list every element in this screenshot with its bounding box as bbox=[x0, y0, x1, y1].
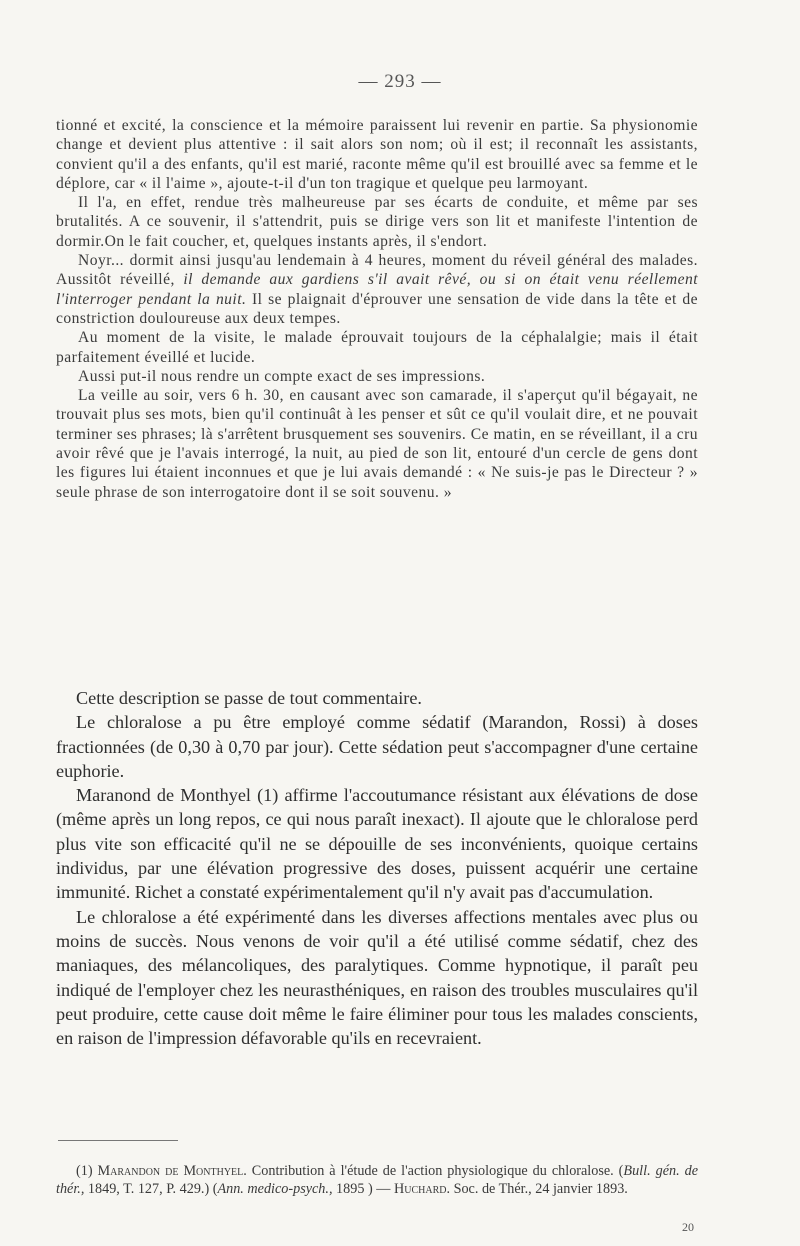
quote-paragraph-2: Il l'a, en effet, rendue très malheureuse par ses écarts de conduite, et même par ses brutalités. A ce souvenir, il s'attendrit, puis se dirige vers son lit et manifeste l'intention de dormir.On le fait coucher, et, quelques instants après, il s'endort. bbox=[56, 194, 698, 250]
main-paragraph-3: Maranond de Monthyel (1) affirme l'accoutumance résistant aux élévations de dose (même après un long repos, ce qui nous paraît inexact). Il ajoute que le chloralose perd plus vite son efficacité qu'il ne se dépouille de ses inconvénients, quoique certains individus, par une élévation progressive des doses, puissent acquérir une certaine immunité. Richet a constaté expérimentalement qu'il n'y avait pas d'accumulation. bbox=[56, 785, 698, 903]
footnote-author-1: Marandon de Monthyel bbox=[97, 1163, 244, 1179]
printer-signature-mark: 20 bbox=[682, 1220, 694, 1234]
quote-paragraph-3 bbox=[56, 251, 698, 328]
page-number: — 293 — bbox=[358, 71, 442, 92]
footnote-journal-1: Bull. gén. de thér., bbox=[56, 1163, 698, 1197]
footnote-journal-2: Ann. medico-psych., bbox=[217, 1180, 333, 1197]
footnote-text-1: . Contribution à l'étude de l'action physiologique du chloralose. ( bbox=[243, 1163, 624, 1179]
main-paragraph-4: Le chloralose a été expérimenté dans les diverses affections mentales avec plus ou moins de succès. Nous venons de voir qu'il a été utilisé comme sédatif, chez des maniaques, des mélancoliques, des paralytiques. Comme hypnotique, il paraît peu indiqué de l'employer chez les neurasthéniques, en raison des troubles musculaires qu'il peut produire, cette cause doit même le faire éliminer pour tous les malades conscients, en raison de l'impression défavorable qu'ils en recevraient. bbox=[56, 906, 698, 1049]
quote-paragraph-5: Aussi put-il nous rendre un compte exact de ses impressions. bbox=[78, 367, 486, 385]
quoted-case-report bbox=[56, 116, 698, 502]
footnote-text-3: 1895 ) — bbox=[332, 1180, 394, 1197]
quote-paragraph-3-italic: il demande aux gardiens s'il avait rêvé, ou si on était venu réellement l'interroger pendant la nuit. bbox=[56, 271, 698, 308]
footnote-marker: (1) bbox=[76, 1163, 98, 1179]
footnote-text-4: . Soc. de Thér., 24 janvier 1893. bbox=[446, 1180, 628, 1197]
footnote-author-2: Huchard bbox=[393, 1180, 447, 1197]
main-text bbox=[56, 686, 698, 1050]
quote-paragraph-4: Au moment de la visite, le malade éprouvait toujours de la céphalalgie; mais il était parfaitement éveillé et lucide. bbox=[56, 329, 698, 366]
quote-paragraph-3-end: Il se plaignait d'éprouver une sensation de vide dans la tête et de constriction douloureuse aux deux tempes. bbox=[56, 290, 699, 327]
main-paragraph-1: Cette description se passe de tout commentaire. bbox=[76, 688, 422, 708]
footnote-divider bbox=[58, 1140, 178, 1141]
main-paragraph-2: Le chloralose a pu être employé comme sédatif (Marandon, Rossi) à doses fractionnées (de 0,30 à 0,70 par jour). Cette sédation peut s'accompagner d'une certaine euphorie. bbox=[56, 712, 698, 781]
footnote bbox=[56, 1163, 698, 1198]
footnote-text-2: 1849, T. 127, P. 429.) ( bbox=[84, 1180, 218, 1197]
quote-paragraph-1: tionné et excité, la conscience et la mémoire paraissent lui revenir en partie. Sa physionomie change et devient plus attentive : il sait alors son nom; où il est; il reconnaît les assistants, convient qu'il a des enfants, qu'il est marié, raconte même qu'il est brouillé avec sa femme et le déplore, car « il l'aime », ajoute-t-il d'un ton tragique et quelque peu larmoyant. bbox=[56, 117, 698, 192]
quote-paragraph-3-start: Noyr... dormit ainsi jusqu'au lendemain à 4 heures, moment du réveil général des malades. Aussitôt réveillé, bbox=[56, 252, 698, 289]
quote-paragraph-6: La veille au soir, vers 6 h. 30, en causant avec son camarade, il s'aperçut qu'il bégayait, ne trouvait plus ses mots, bien qu'il continuât à les penser et sût ce qu'il voulait dire, et ne pouvait terminer ses phrases; là s'arrêtent brusquement ses souvenirs. Ce matin, en se réveillant, il a cru avoir rêvé que je l'avais interrogé, la nuit, au pied de son lit, entouré d'un cercle de gens dont les figures lui étaient inconnues et que je lui avais demandé : « Ne suis-je pas le Directeur ? » seule phrase de son interrogatoire dont il se soit souvenu. » bbox=[56, 387, 698, 501]
footnote-text bbox=[56, 1163, 698, 1198]
